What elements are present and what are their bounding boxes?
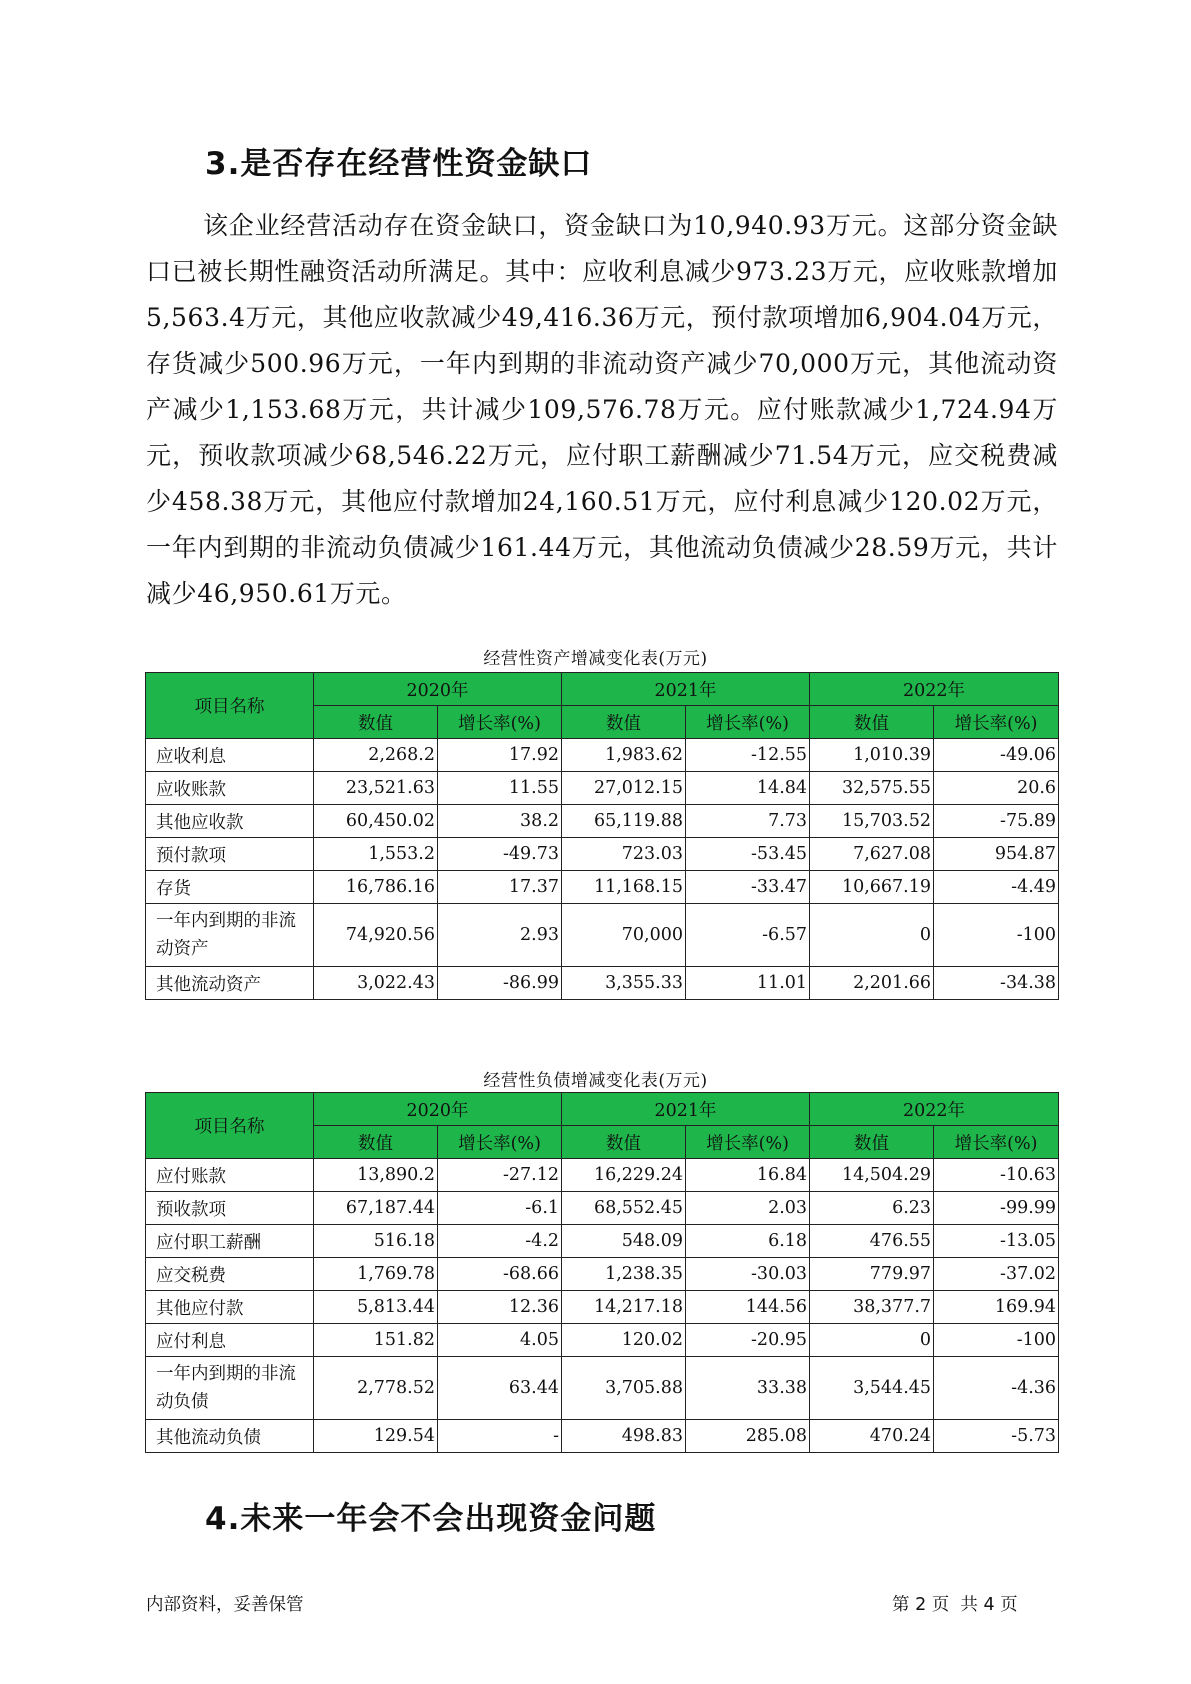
section-heading-3: 3.是否存在经营性资金缺口 (205, 146, 593, 182)
value-cell: 3,022.43 (314, 967, 438, 1000)
table2-subheader-value: 数值 (562, 1126, 686, 1159)
row-label: 其他应付款 (146, 1291, 314, 1324)
value-cell: 16,786.16 (314, 871, 438, 904)
table-row (146, 1291, 1059, 1324)
growth-cell: -34.38 (934, 967, 1059, 1000)
row-label: 一年内到期的非流动资产 (146, 904, 314, 967)
value-cell: 15,703.52 (810, 805, 934, 838)
row-label: 其他流动资产 (146, 967, 314, 1000)
growth-cell: -13.05 (934, 1225, 1059, 1258)
growth-cell: 17.37 (438, 871, 562, 904)
table-row (146, 838, 1059, 871)
growth-cell: 38.2 (438, 805, 562, 838)
table2-subheader-value: 数值 (314, 1126, 438, 1159)
growth-cell: 11.55 (438, 772, 562, 805)
value-cell: 3,544.45 (810, 1357, 934, 1420)
table1-subheader-growth: 增长率(%) (934, 706, 1059, 739)
table-row (146, 1324, 1059, 1357)
growth-cell: -5.73 (934, 1420, 1059, 1453)
table1-subheader-value: 数值 (314, 706, 438, 739)
footer-confidential: 内部资料，妥善保管 (146, 1595, 304, 1615)
value-cell: 2,778.52 (314, 1357, 438, 1420)
growth-cell: 169.94 (934, 1291, 1059, 1324)
table-row (146, 1258, 1059, 1291)
growth-cell: 4.05 (438, 1324, 562, 1357)
value-cell: 548.09 (562, 1225, 686, 1258)
row-label: 应付账款 (146, 1159, 314, 1192)
growth-cell: 2.93 (438, 904, 562, 967)
growth-cell: -20.95 (686, 1324, 810, 1357)
table-row (146, 1192, 1059, 1225)
value-cell: 516.18 (314, 1225, 438, 1258)
value-cell: 5,813.44 (314, 1291, 438, 1324)
value-cell: 74,920.56 (314, 904, 438, 967)
table1-subheader-growth: 增长率(%) (438, 706, 562, 739)
growth-cell: 17.92 (438, 739, 562, 772)
growth-cell: 12.36 (438, 1291, 562, 1324)
row-label: 应付职工薪酬 (146, 1225, 314, 1258)
growth-cell: 6.18 (686, 1225, 810, 1258)
growth-cell: -99.99 (934, 1192, 1059, 1225)
growth-cell: 33.38 (686, 1357, 810, 1420)
value-cell: 16,229.24 (562, 1159, 686, 1192)
value-cell: 129.54 (314, 1420, 438, 1453)
growth-cell: 16.84 (686, 1159, 810, 1192)
growth-cell: 2.03 (686, 1192, 810, 1225)
value-cell: 151.82 (314, 1324, 438, 1357)
value-cell: 3,355.33 (562, 967, 686, 1000)
row-label: 预收款项 (146, 1192, 314, 1225)
value-cell: 1,983.62 (562, 739, 686, 772)
table2-header-name: 项目名称 (146, 1093, 314, 1159)
value-cell: 14,504.29 (810, 1159, 934, 1192)
growth-cell: -4.36 (934, 1357, 1059, 1420)
table1-year-header: 2021年 (562, 673, 810, 706)
growth-cell: -12.55 (686, 739, 810, 772)
row-label: 应收账款 (146, 772, 314, 805)
value-cell: 23,521.63 (314, 772, 438, 805)
growth-cell: - (438, 1420, 562, 1453)
row-label: 其他流动负债 (146, 1420, 314, 1453)
growth-cell: -6.57 (686, 904, 810, 967)
table-row (146, 739, 1059, 772)
growth-cell: -33.47 (686, 871, 810, 904)
value-cell: 13,890.2 (314, 1159, 438, 1192)
table-row (146, 871, 1059, 904)
row-label: 应交税费 (146, 1258, 314, 1291)
growth-cell: 11.01 (686, 967, 810, 1000)
table-row (146, 904, 1059, 967)
value-cell: 120.02 (562, 1324, 686, 1357)
growth-cell: -4.2 (438, 1225, 562, 1258)
growth-cell: -4.49 (934, 871, 1059, 904)
growth-cell: 7.73 (686, 805, 810, 838)
table2-year-header: 2022年 (810, 1093, 1059, 1126)
value-cell: 498.83 (562, 1420, 686, 1453)
value-cell: 11,168.15 (562, 871, 686, 904)
row-label: 一年内到期的非流动负债 (146, 1357, 314, 1420)
row-label: 预付款项 (146, 838, 314, 871)
growth-cell: -86.99 (438, 967, 562, 1000)
body-paragraph: 该企业经营活动存在资金缺口，资金缺口为10,940.93万元。这部分资金缺口已被长期性融资活动所满足。其中：应收利息减少973.23万元，应收账款增加5,563.4万元，其他应收款减少49,416.36万元，预付款项增加6,904.04万元，存货减少500.96万元，一年内到期的非流动资产减少70,000万元，其他流动资产减少1,153.68万元，共计减少109,576.78万元。应付账款减少1,724.94万元，预收款项减少68,546.22万元，应付职工薪酬减少71.54万元，应交税费减少458.38万元，其他应付款增加24,160.51万元，应付利息减少120.02万元，一年内到期的非流动负债减少161.44万元，其他流动负债减少28.59万元，共计减少46,950.61万元。 (146, 211, 1058, 608)
table-row (146, 967, 1059, 1000)
table1-subheader-value: 数值 (810, 706, 934, 739)
value-cell: 67,187.44 (314, 1192, 438, 1225)
growth-cell: -49.73 (438, 838, 562, 871)
table-row (146, 1225, 1059, 1258)
table1-subheader-growth: 增长率(%) (686, 706, 810, 739)
growth-cell: -49.06 (934, 739, 1059, 772)
table1-year-header: 2020年 (314, 673, 562, 706)
value-cell: 0 (810, 1324, 934, 1357)
table1-subheader-value: 数值 (562, 706, 686, 739)
value-cell: 65,119.88 (562, 805, 686, 838)
value-cell: 3,705.88 (562, 1357, 686, 1420)
value-cell: 60,450.02 (314, 805, 438, 838)
value-cell: 14,217.18 (562, 1291, 686, 1324)
value-cell: 27,012.15 (562, 772, 686, 805)
value-cell: 1,010.39 (810, 739, 934, 772)
growth-cell: -100 (934, 1324, 1059, 1357)
table2-subheader-value: 数值 (810, 1126, 934, 1159)
table2-subheader-growth: 增长率(%) (438, 1126, 562, 1159)
value-cell: 38,377.7 (810, 1291, 934, 1324)
growth-cell: -6.1 (438, 1192, 562, 1225)
growth-cell: 20.6 (934, 772, 1059, 805)
growth-cell: 63.44 (438, 1357, 562, 1420)
value-cell: 1,553.2 (314, 838, 438, 871)
value-cell: 476.55 (810, 1225, 934, 1258)
value-cell: 1,769.78 (314, 1258, 438, 1291)
growth-cell: -27.12 (438, 1159, 562, 1192)
footer-page-number: 第 2 页 共 4 页 (892, 1595, 1018, 1615)
value-cell: 32,575.55 (810, 772, 934, 805)
table-row (146, 1159, 1059, 1192)
table1-caption: 经营性资产增减变化表(万元) (483, 649, 708, 669)
row-label: 应付利息 (146, 1324, 314, 1357)
growth-cell: 144.56 (686, 1291, 810, 1324)
value-cell: 0 (810, 904, 934, 967)
table2-year-header: 2020年 (314, 1093, 562, 1126)
value-cell: 723.03 (562, 838, 686, 871)
table2-subheader-growth: 增长率(%) (934, 1126, 1059, 1159)
table1-year-header: 2022年 (810, 673, 1059, 706)
value-cell: 10,667.19 (810, 871, 934, 904)
growth-cell: -37.02 (934, 1258, 1059, 1291)
operating-liabilities-table (145, 1092, 1059, 1453)
table-row (146, 772, 1059, 805)
table2-subheader-growth: 增长率(%) (686, 1126, 810, 1159)
growth-cell: -100 (934, 904, 1059, 967)
table2-body (146, 1159, 1059, 1453)
growth-cell: -68.66 (438, 1258, 562, 1291)
table2-year-header: 2021年 (562, 1093, 810, 1126)
growth-cell: 285.08 (686, 1420, 810, 1453)
operating-assets-table (145, 672, 1059, 1000)
growth-cell: 954.87 (934, 838, 1059, 871)
growth-cell: -30.03 (686, 1258, 810, 1291)
value-cell: 2,268.2 (314, 739, 438, 772)
value-cell: 6.23 (810, 1192, 934, 1225)
growth-cell: -53.45 (686, 838, 810, 871)
growth-cell: -10.63 (934, 1159, 1059, 1192)
table2-caption: 经营性负债增减变化表(万元) (483, 1071, 708, 1091)
section-heading-4: 4.未来一年会不会出现资金问题 (205, 1501, 657, 1537)
value-cell: 470.24 (810, 1420, 934, 1453)
table-row (146, 805, 1059, 838)
table-row (146, 1357, 1059, 1420)
row-label: 应收利息 (146, 739, 314, 772)
value-cell: 70,000 (562, 904, 686, 967)
growth-cell: -75.89 (934, 805, 1059, 838)
row-label: 存货 (146, 871, 314, 904)
value-cell: 7,627.08 (810, 838, 934, 871)
value-cell: 779.97 (810, 1258, 934, 1291)
value-cell: 68,552.45 (562, 1192, 686, 1225)
row-label: 其他应收款 (146, 805, 314, 838)
table-row (146, 1420, 1059, 1453)
growth-cell: 14.84 (686, 772, 810, 805)
value-cell: 2,201.66 (810, 967, 934, 1000)
table1-body (146, 739, 1059, 1000)
table1-header-name: 项目名称 (146, 673, 314, 739)
value-cell: 1,238.35 (562, 1258, 686, 1291)
